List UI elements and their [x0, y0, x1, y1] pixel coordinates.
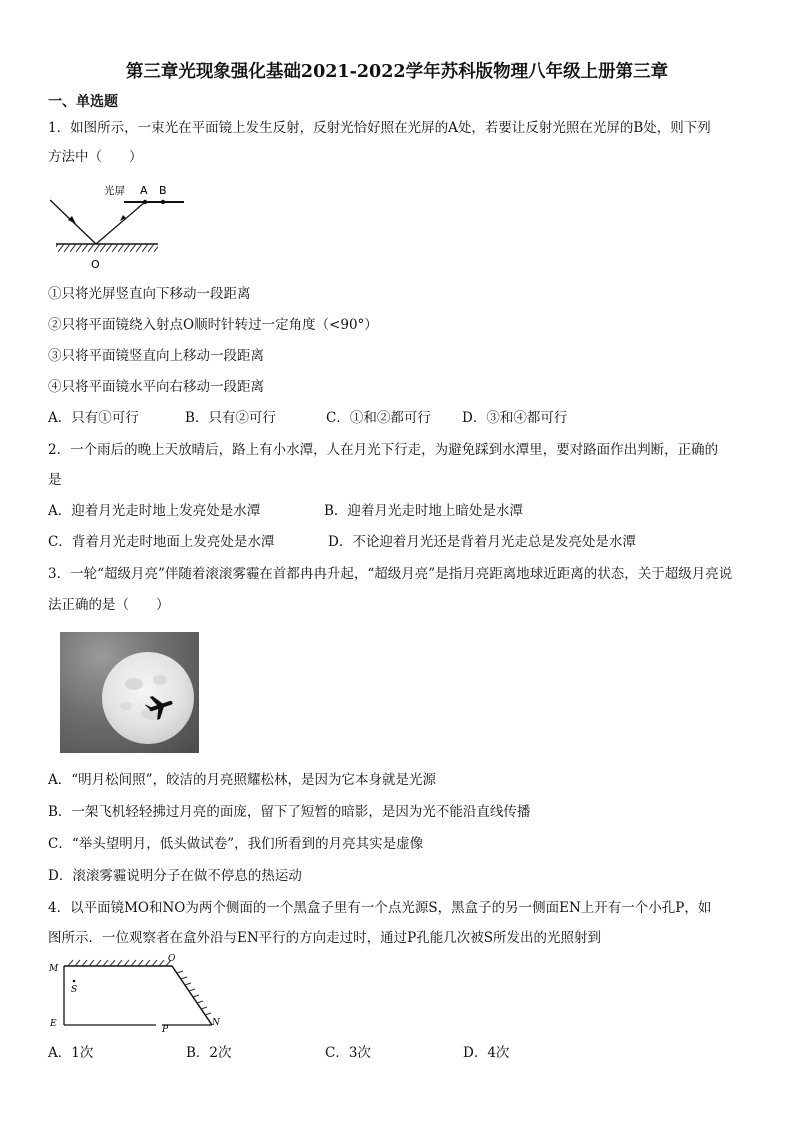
q1-stem-line1: 1．如图所示，一束光在平面镜上发生反射，反射光恰好照在光屏的A处，若要让反射光照在光屏的B处，则下列 [48, 120, 711, 136]
moon-photo-drawing [60, 632, 199, 753]
label-p: P [162, 1025, 169, 1032]
label-m: M [49, 964, 59, 974]
label-o: O [168, 954, 176, 964]
mirror-mo-hatch [68, 960, 171, 966]
mirror-no-hatch [177, 971, 211, 1015]
label-b: B [159, 184, 167, 197]
q4-stem-line2: 图所示．一位观察者在盒外沿与EN平行的方向走过时，通过P孔能几次被S所发出的光照射到 [48, 930, 601, 946]
q1-option-c[interactable]: C．①和②都可行 [326, 410, 431, 426]
q4-option-a[interactable]: A．1次 [48, 1045, 94, 1061]
q1-item-3: ③只将平面镜竖直向上移动一段距离 [48, 348, 264, 364]
q1-stem-line2: 方法中（ ） [48, 149, 143, 165]
label-e: E [50, 1019, 57, 1029]
q1-option-b[interactable]: B．只有②可行 [185, 410, 276, 426]
q3-option-c[interactable]: C．“举头望明月，低头做试卷”，我们所看到的月亮其实是虚像 [48, 836, 424, 852]
q3-option-b[interactable]: B．一架飞机轻轻拂过月亮的面庞，留下了短暂的暗影，是因为光不能沿直线传播 [48, 804, 531, 820]
moon-disc [102, 652, 194, 744]
q4-blackbox-figure [46, 954, 222, 1032]
label-n: N [212, 1018, 220, 1028]
page-title: 第三章光现象强化基础2021-2022学年苏科版物理八年级上册第三章 [125, 62, 669, 82]
light-source-s [73, 980, 76, 983]
reflected-ray [96, 202, 145, 244]
q3-stem-line1: 3．一轮“超级月亮”伴随着滚滚雾霾在首都冉冉升起，“超级月亮”是指月亮距离地球近距离的状态，关于超级月亮说 [48, 566, 733, 582]
q1-item-1: ①只将光屏竖直向下移动一段距离 [48, 286, 251, 302]
q3-option-a[interactable]: A．“明月松间照”，皎洁的月亮照耀松林，是因为它本身就是光源 [48, 772, 437, 788]
q2-stem-line2: 是 [48, 472, 62, 488]
moon-photo [60, 632, 199, 753]
q1-option-a[interactable]: A．只有①可行 [48, 410, 139, 426]
incident-arrow [68, 216, 76, 224]
q2-stem-line1: 2．一个雨后的晚上天放晴后，路上有小水潭，人在月光下行走，为避免踩到水潭里，要对路面作出判断，正确的 [48, 442, 719, 458]
mirror-no [172, 966, 212, 1025]
q3-option-d[interactable]: D．滚滚雾霾说明分子在做不停息的热运动 [48, 868, 302, 884]
point-a [143, 200, 147, 204]
q4-option-c[interactable]: C．3次 [325, 1045, 371, 1061]
q4-option-d[interactable]: D．4次 [463, 1045, 510, 1061]
q4-stem-line1: 4．以平面镜MO和NO为两个侧面的一个黑盒子里有一个点光源S，黑盒子的另一侧面EN上开有一个小孔P，如 [48, 900, 712, 916]
q1-options [48, 408, 748, 428]
q4-option-b[interactable]: B．2次 [186, 1045, 232, 1061]
q1-reflection-figure [46, 180, 196, 272]
q2-options-row2 [48, 532, 748, 552]
q1-option-d[interactable]: D．③和④都可行 [462, 410, 568, 426]
q2-option-b[interactable]: B．迎着月光走时地上暗处是水潭 [324, 503, 523, 519]
q2-option-d[interactable]: D．不论迎着月光还是背着月光走总是发亮处是水潭 [328, 534, 636, 550]
label-o: O [91, 258, 100, 271]
screen-label: 光屏 [104, 185, 125, 197]
point-b [161, 200, 165, 204]
q2-options-row1 [48, 501, 748, 521]
label-a: A [140, 184, 148, 197]
mirror-hatch [56, 244, 158, 252]
q3-stem-line2: 法正确的是（ ） [48, 597, 170, 613]
label-s: S [71, 985, 78, 995]
q4-options [48, 1043, 748, 1063]
q2-option-a[interactable]: A．迎着月光走时地上发亮处是水潭 [48, 503, 261, 519]
section-heading: 一、单选题 [48, 94, 118, 110]
q1-item-2: ②只将平面镜绕入射点O顺时针转过一定角度（<90°） [48, 317, 378, 333]
q2-option-c[interactable]: C．背着月光走时地面上发亮处是水潭 [48, 534, 275, 550]
q1-item-4: ④只将平面镜水平向右移动一段距离 [48, 379, 264, 395]
